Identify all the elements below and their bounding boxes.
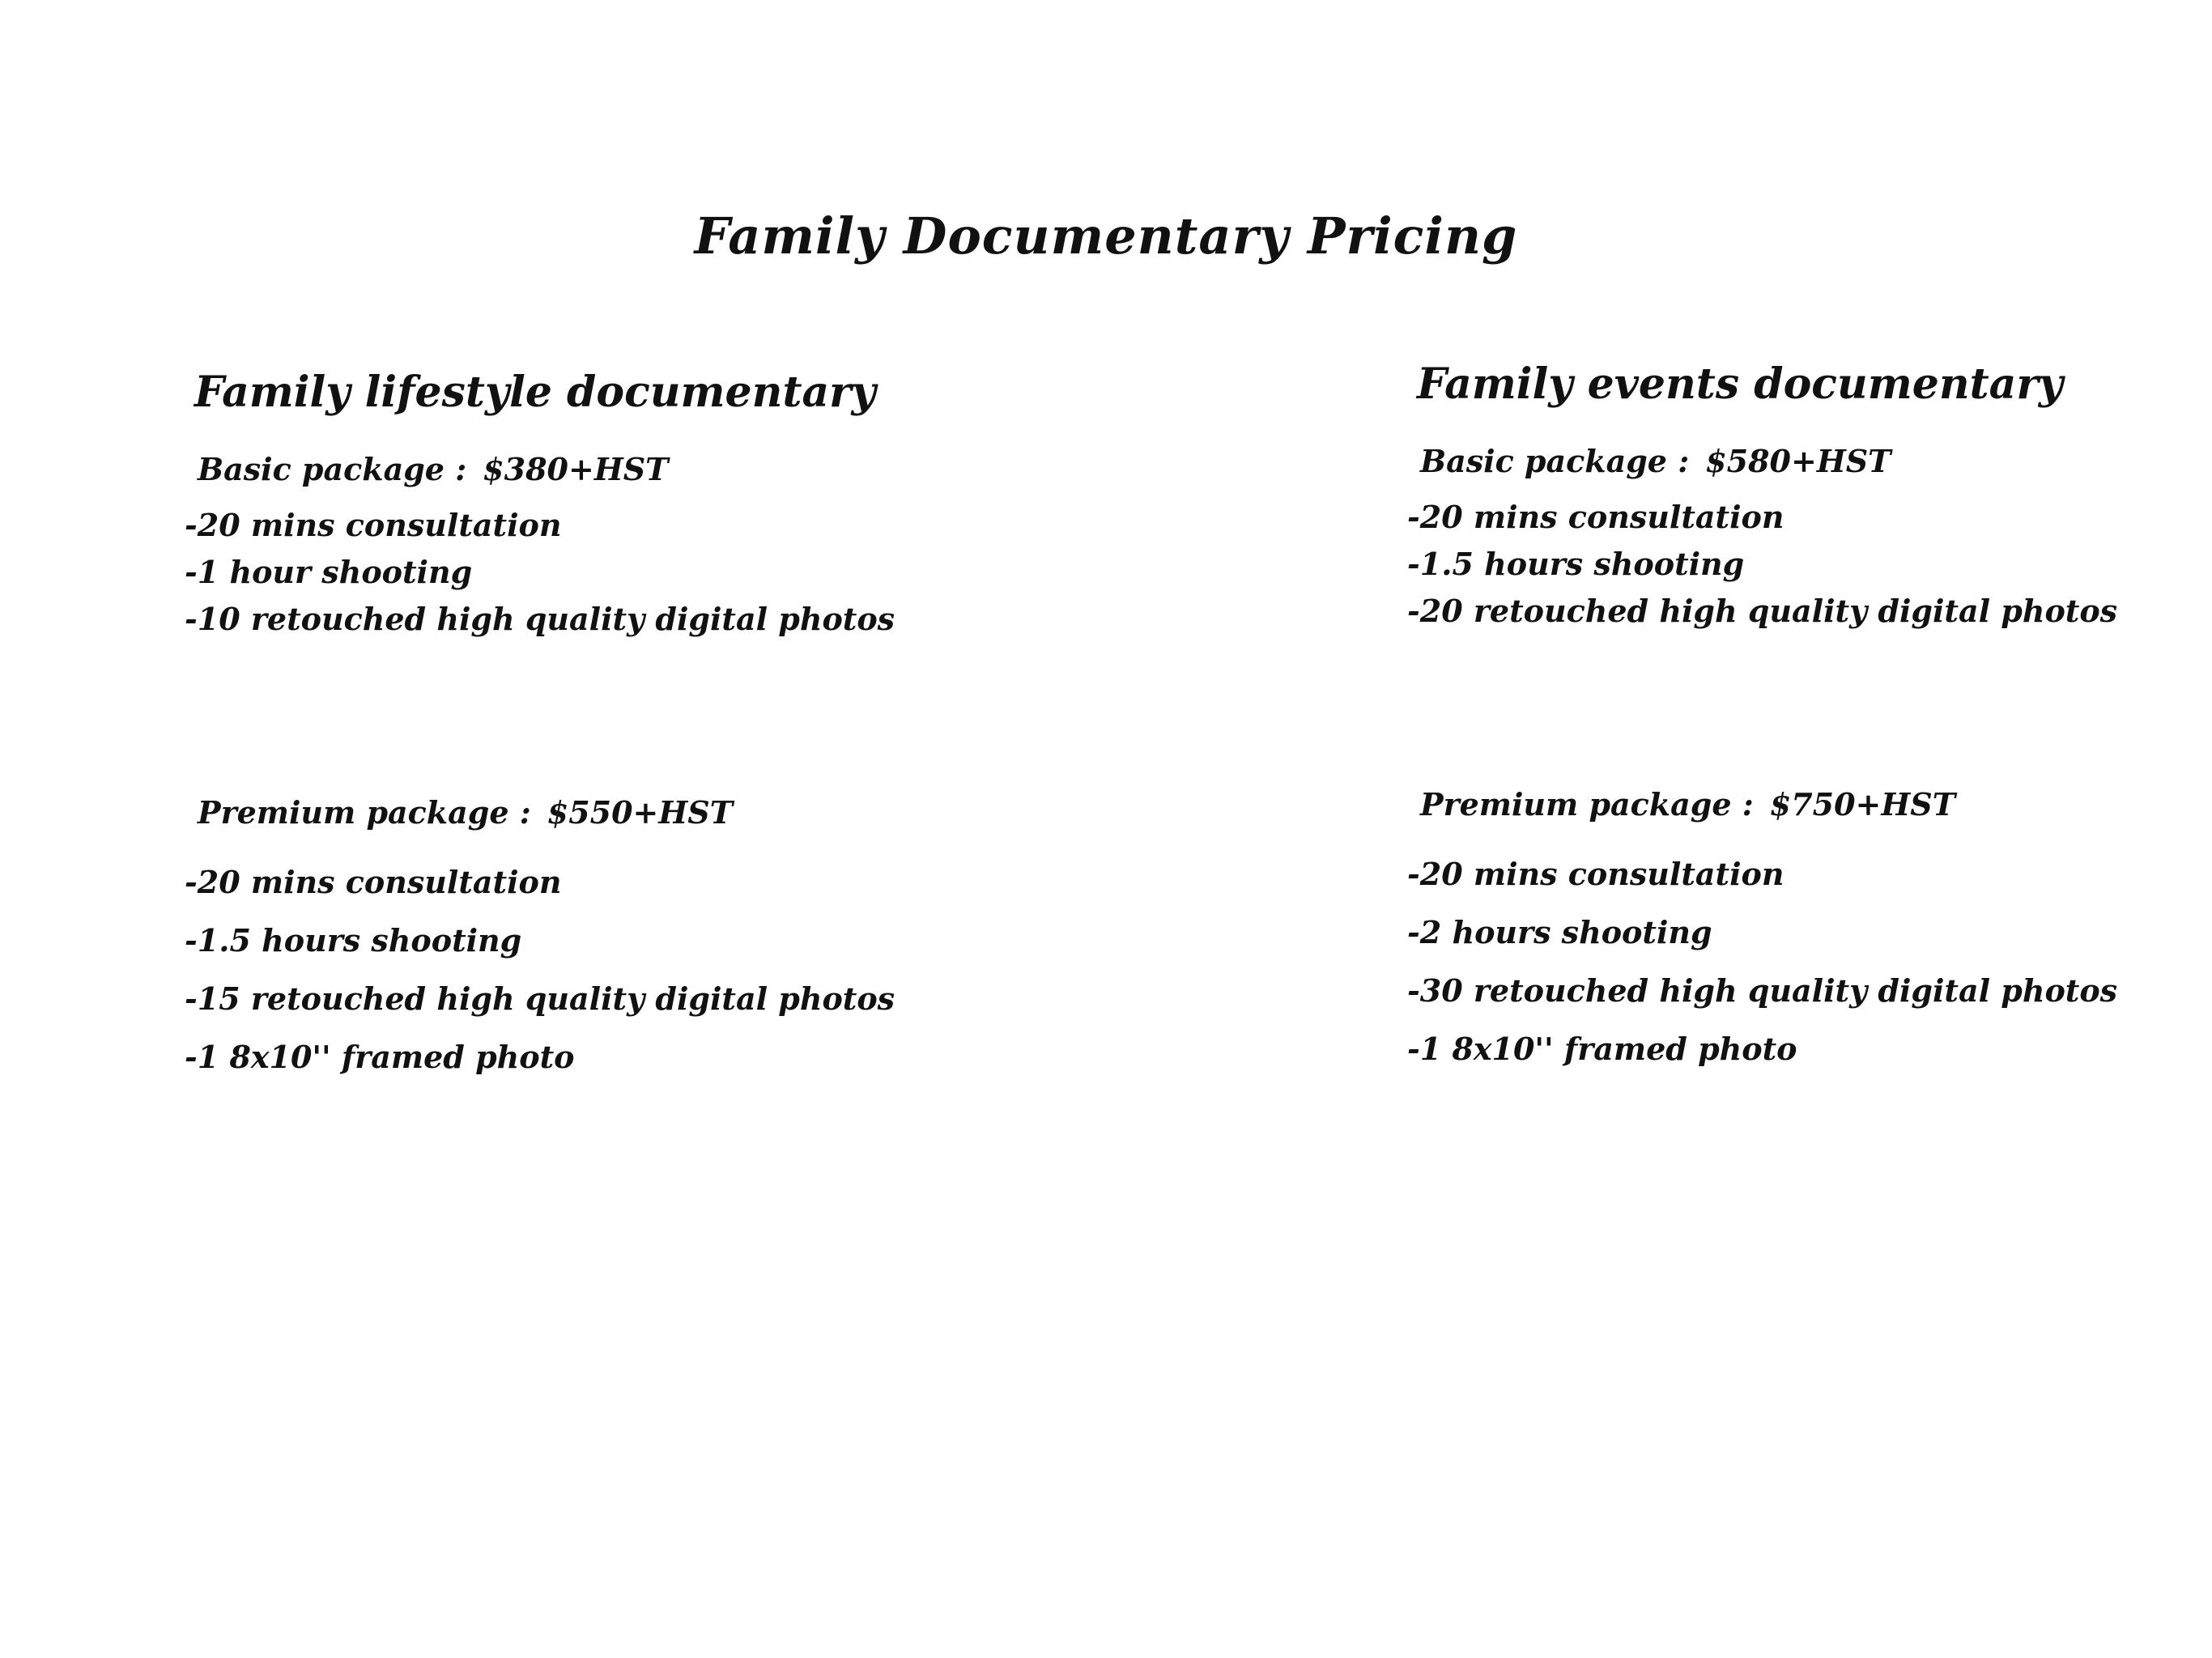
lifestyle-basic-package bbox=[185, 445, 994, 643]
feature-item: -20 mins consultation bbox=[1407, 856, 1784, 892]
lifestyle-basic-price-line bbox=[198, 445, 994, 494]
feature-item: -1.5 hours shooting bbox=[185, 922, 522, 959]
feature-item: -1.5 hours shooting bbox=[1407, 546, 1745, 582]
feature-item: -20 mins consultation bbox=[185, 864, 562, 900]
package-price: $550+HST bbox=[547, 794, 733, 831]
feature-item: -1 8x10'' framed photo bbox=[185, 1039, 575, 1075]
feature-item: -15 retouched high quality digital photos bbox=[185, 980, 895, 1017]
package-price: $750+HST bbox=[1769, 786, 1955, 823]
events-premium-package bbox=[1407, 780, 2212, 1078]
events-basic-price-line bbox=[1420, 437, 2212, 486]
feature-item: -20 mins consultation bbox=[185, 507, 562, 543]
events-basic-package bbox=[1407, 437, 2212, 635]
feature-item: -1 8x10'' framed photo bbox=[1407, 1031, 1797, 1067]
feature-item: -1 hour shooting bbox=[185, 554, 473, 590]
feature-item: -2 hours shooting bbox=[1407, 914, 1712, 950]
feature-item: -10 retouched high quality digital photos bbox=[185, 601, 895, 637]
package-price: $580+HST bbox=[1705, 443, 1891, 479]
feature-item: -20 mins consultation bbox=[1407, 499, 1784, 535]
lifestyle-premium-price-line bbox=[198, 789, 994, 837]
feature-item: -20 retouched high quality digital photos bbox=[1407, 593, 2118, 629]
events-heading: Family events documentary bbox=[1417, 359, 2063, 409]
package-label: Premium package : bbox=[1420, 786, 1754, 823]
page-title: Family Documentary Pricing bbox=[694, 206, 1518, 266]
lifestyle-heading: Family lifestyle documentary bbox=[194, 368, 876, 417]
feature-item: -30 retouched high quality digital photos bbox=[1407, 972, 2118, 1009]
lifestyle-column bbox=[185, 364, 994, 1086]
package-price: $380+HST bbox=[483, 451, 669, 487]
package-label: Premium package : bbox=[198, 794, 531, 831]
events-premium-price-line bbox=[1420, 780, 2212, 829]
package-label: Basic package : bbox=[1420, 443, 1690, 479]
lifestyle-premium-package bbox=[185, 789, 994, 1086]
package-label: Basic package : bbox=[198, 451, 467, 487]
events-column bbox=[1407, 356, 2212, 1078]
